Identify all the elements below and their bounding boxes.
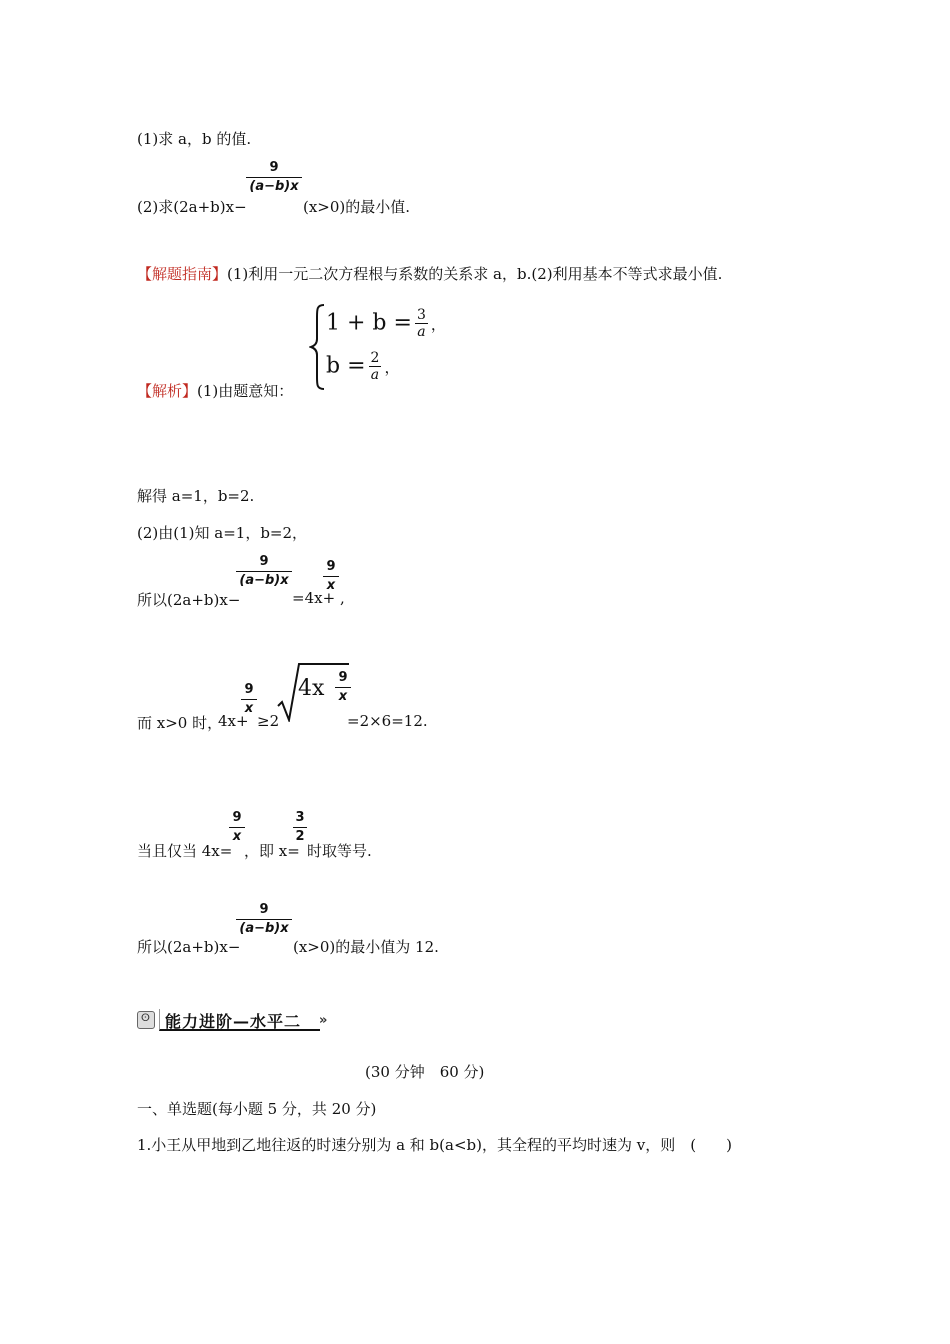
min-line-pre: 所以(2a+b)x− <box>137 938 241 956</box>
equation-2 <box>326 350 399 383</box>
equation-1 <box>326 307 446 340</box>
so-line-end: , <box>340 589 345 607</box>
when-line-mid: 4x+ <box>218 712 249 730</box>
fraction-numerator: 9 <box>269 160 279 175</box>
fraction-denominator: 2 <box>295 829 305 844</box>
eq2-end: ， <box>384 358 400 377</box>
eq2-denominator: a <box>370 367 380 383</box>
root-fraction <box>335 670 351 705</box>
fraction-denominator: x <box>244 701 254 716</box>
guide-tag: 【解题指南】 <box>137 265 228 283</box>
fraction-denominator: x <box>232 829 242 844</box>
eq1-end: ， <box>430 315 446 334</box>
iff-line-pre: 当且仅当 4x= <box>137 842 233 860</box>
so-line-fraction <box>236 554 292 589</box>
section-banner <box>137 1009 347 1031</box>
solve-result: 解得 a=1，b=2. <box>137 487 255 505</box>
question-2-post: (x>0)的最小值. <box>303 198 411 216</box>
when-line-ge: ≥2 <box>257 712 280 730</box>
lightbulb-glyph: ⵙ <box>141 1013 150 1024</box>
fraction-denominator: (a−b)x <box>239 573 289 588</box>
banner-title: 能力进阶—水平二 <box>165 1012 302 1031</box>
section-title: 一、单选题(每小题 5 分，共 20 分) <box>137 1100 377 1118</box>
analysis-line <box>137 380 293 401</box>
problem-1: 1.小王从甲地到乙地往返的时速分别为 a 和 b(a<b)，其全程的平均时速为 v，则 ( ) <box>137 1136 732 1154</box>
min-line-fraction <box>236 902 292 937</box>
iff-line-mid: ，即 x= <box>244 842 300 860</box>
fraction-denominator: (a−b)x <box>249 179 299 194</box>
question-2-fraction <box>246 160 302 195</box>
min-line-end: (x>0)的最小值为 12. <box>293 938 439 956</box>
analysis-text: (1)由题意知： <box>197 382 294 400</box>
question-2-pre: (2)求(2a+b)x− <box>137 198 247 216</box>
fraction-numerator: 9 <box>338 670 348 685</box>
iff-line-fraction-2 <box>293 810 307 845</box>
eq1-numerator: 3 <box>416 307 426 323</box>
step-2: (2)由(1)知 a=1，b=2， <box>137 524 308 542</box>
so-line-pre: 所以(2a+b)x− <box>137 591 241 609</box>
iff-line-end: 时取等号. <box>307 842 372 860</box>
fraction-numerator: 9 <box>259 554 269 569</box>
question-1: (1)求 a，b 的值. <box>137 130 252 148</box>
time-score: (30 分钟 60 分) <box>365 1063 485 1081</box>
root-term: 4x <box>298 676 325 701</box>
so-line-fraction-2 <box>323 559 339 594</box>
fraction-numerator: 9 <box>259 902 269 917</box>
eq1-left: 1 + b = <box>326 310 412 336</box>
guide-text: (1)利用一元二次方程根与系数的关系求 a，b.(2)利用基本不等式求最小值. <box>227 265 723 283</box>
when-line-end: =2×6=12. <box>347 712 428 730</box>
when-line-pre: 而 x>0 时， <box>137 714 223 732</box>
fraction-denominator: (a−b)x <box>239 921 289 936</box>
so-line-mid: =4x+ <box>292 589 336 607</box>
double-chevron-icon: » <box>319 1013 328 1028</box>
eq2-numerator: 2 <box>370 350 380 366</box>
analysis-tag: 【解析】 <box>137 382 198 400</box>
fraction-denominator: x <box>338 689 348 704</box>
when-line-fraction <box>241 682 257 717</box>
fraction-numerator: 9 <box>326 559 336 574</box>
fraction-numerator: 9 <box>232 810 242 825</box>
eq1-denominator: a <box>417 324 426 340</box>
fraction-denominator: x <box>326 578 336 593</box>
fraction-numerator: 9 <box>244 682 254 697</box>
iff-line-fraction <box>229 810 245 845</box>
eq2-left: b = <box>326 353 366 379</box>
fraction-numerator: 3 <box>295 810 305 825</box>
brace-icon <box>309 303 327 391</box>
solution-guide <box>137 263 722 284</box>
